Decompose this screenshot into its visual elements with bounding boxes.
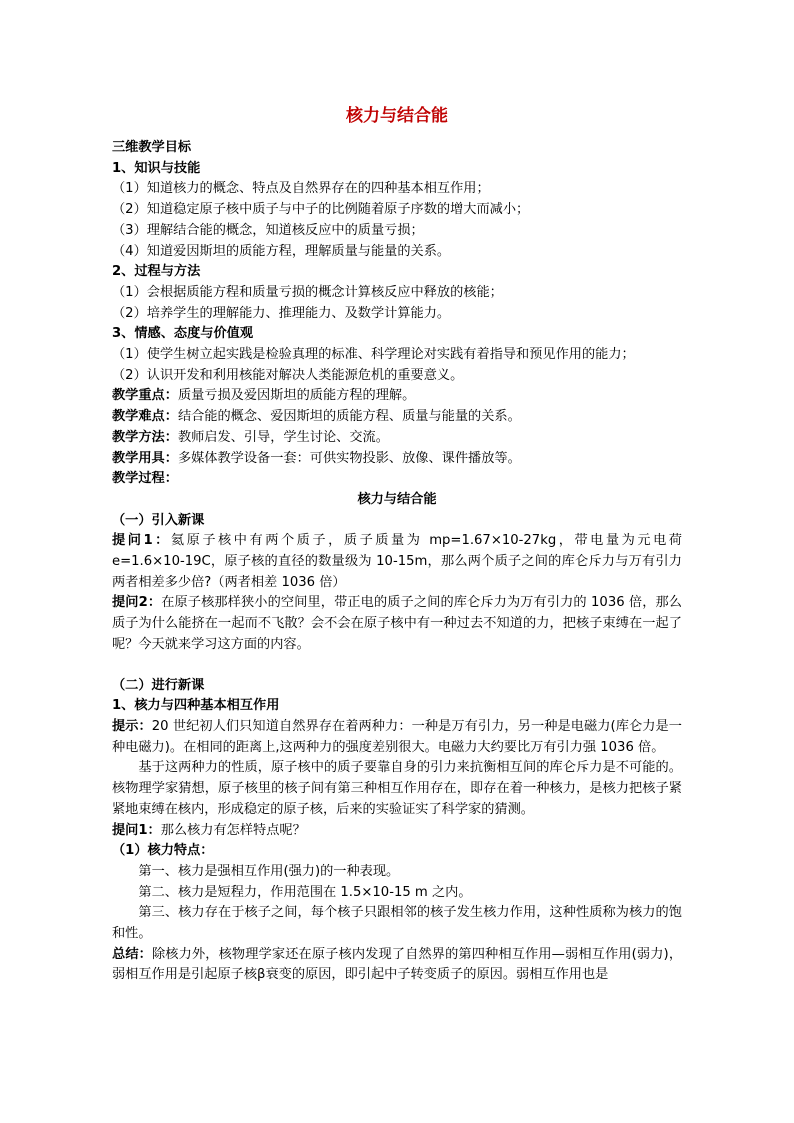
summary-label: 总结： <box>112 946 152 962</box>
teaching-focus <box>112 386 682 407</box>
emotion-item: （1）使学生树立起实践是检验真理的标准、科学理论对实践有着指导和预见作用的能力； <box>112 347 635 363</box>
document-page <box>112 104 682 986</box>
teaching-tools <box>112 449 682 470</box>
teaching-focus-label: 教学重点： <box>112 388 178 404</box>
intro-question-1 <box>112 531 682 593</box>
hint-text: 20 世纪初人们只知道自然界存在着两种力：一种是万有引力，另一种是电磁力(库仑力是一种电磁力)。在相同的距离上,这两种力的强度差别很大。电磁力大约要比万有引力强 1036 倍。 <box>112 718 682 755</box>
objectives-heading: 三维教学目标 <box>112 140 192 155</box>
emotion-item: （2）认识开发和利用核能对解决人类能源危机的重要意义。 <box>112 367 464 383</box>
teaching-difficulty <box>112 407 682 428</box>
process-heading: 2、过程与方法 <box>112 264 201 280</box>
summary-text: 除核力外，核物理学家还在原子核内发现了自然界的第四种相互作用—弱相互作用(弱力)，弱相互作用是引起原子核β衰变的原因，即引起中子转变质子的原因。弱相互作用也是 <box>112 946 683 983</box>
question-label: 提问1： <box>112 822 161 838</box>
teaching-tools-label: 教学用具： <box>112 450 178 466</box>
document-title: 核力与结合能 <box>346 106 448 126</box>
intro-q1-text: 氦原子核中有两个质子，质子质量为 mp=1.67×10-27kg，带电量为元电荷 e=1.6×10-19C，原子核的直径的数量级为 10-15m，那么两个质子之间的库仑斥力与万有引力两者相差多少倍?（两者相差 1036 倍） <box>112 533 682 590</box>
feature-item: 第三、核力存在于核子之间，每个核子只跟相邻的核子发生核力作用，这种性质称为核力的饱和性。 <box>112 905 682 942</box>
body-paragraph: 基于这两种力的性质，原子核中的质子要靠自身的引力来抗衡相互间的库仑斥力是不可能的。核物理学家猜想，原子核里的核子间有第三种相互作用存在，即存在着一种核力，是核力把核子紧紧地束缚在核内，形成稳定的原子核，后来的实验证实了科学家的猜测。 <box>112 760 682 817</box>
nuclear-force-heading: 1、核力与四种基本相互作用 <box>112 698 280 714</box>
intro-question-2 <box>112 593 682 655</box>
question-text: 那么核力有怎样特点呢？ <box>160 822 306 838</box>
teaching-method-text: 教师启发、引导，学生讨论、交流。 <box>177 429 389 445</box>
knowledge-item: （3）理解结合能的概念，知道核反应中的质量亏损； <box>112 222 424 238</box>
new-lesson-heading: （二）进行新课 <box>112 677 205 693</box>
intro-q1-label: 提问1： <box>112 533 171 549</box>
intro-heading: （一）引入新课 <box>112 512 205 528</box>
spacer <box>112 656 682 676</box>
feature-item: 第二、核力是短程力，作用范围在 1.5×10-15 m 之内。 <box>138 884 472 900</box>
teaching-method-label: 教学方法： <box>112 429 178 445</box>
features-heading: （1）核力特点： <box>112 843 214 859</box>
teaching-process-label: 教学过程： <box>112 471 178 487</box>
teaching-difficulty-text: 结合能的概念、爱因斯坦的质能方程、质量与能量的关系。 <box>177 409 521 425</box>
teaching-method <box>112 428 682 449</box>
process-item: （1）会根据质能方程和质量亏损的概念计算核反应中释放的核能； <box>112 284 503 300</box>
knowledge-heading: 1、知识与技能 <box>112 160 201 176</box>
teaching-difficulty-label: 教学难点： <box>112 409 178 425</box>
hint-label: 提示： <box>112 718 152 734</box>
section-title: 核力与结合能 <box>357 491 437 507</box>
teaching-tools-text: 多媒体教学设备一套：可供实物投影、放像、课件播放等。 <box>177 450 521 466</box>
knowledge-item: （4）知道爱因斯坦的质能方程，理解质量与能量的关系。 <box>112 243 451 259</box>
intro-q2-label: 提问2： <box>112 595 162 611</box>
teaching-focus-text: 质量亏损及爱因斯坦的质能方程的理解。 <box>177 388 416 404</box>
knowledge-item: （1）知道核力的概念、特点及自然界存在的四种基本相互作用； <box>112 181 490 197</box>
intro-q2-text: 在原子核那样狭小的空间里，带正电的质子之间的库仑斥力为万有引力的 1036 倍，那么质子为什么能挤在一起而不飞散？会不会在原子核中有一种过去不知道的力，把核子束缚在一起了呢？今天就来学习这方面的内容。 <box>112 595 682 652</box>
question-paragraph <box>112 821 682 842</box>
summary-paragraph <box>112 945 682 986</box>
emotion-heading: 3、情感、态度与价值观 <box>112 326 254 342</box>
knowledge-item: （2）知道稳定原子核中质子与中子的比例随着原子序数的增大而减小； <box>112 202 530 218</box>
hint-paragraph <box>112 717 682 758</box>
feature-item: 第一、核力是强相互作用(强力)的一种表现。 <box>138 863 400 879</box>
process-item: （2）培养学生的理解能力、推理能力、及数学计算能力。 <box>112 305 451 321</box>
